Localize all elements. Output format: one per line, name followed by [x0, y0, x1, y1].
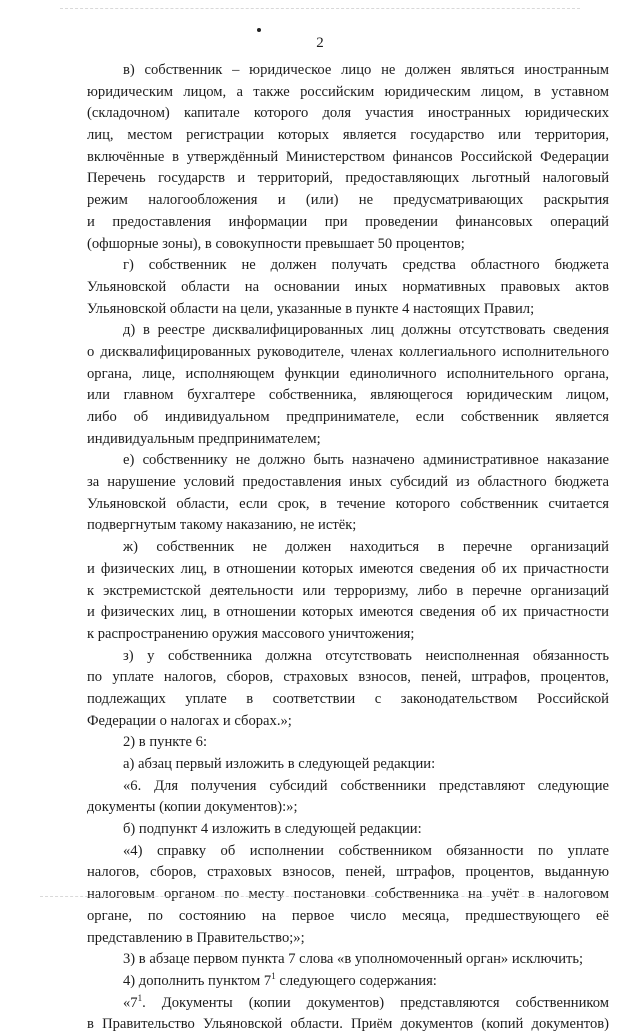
text-line: г) собственник не должен получать средства областного бюджета: [123, 257, 609, 274]
text-line: а) абзац первый изложить в следующей редакции:: [123, 756, 436, 772]
superscript: 1: [271, 971, 276, 982]
text-line: (складочном) капитале которого доля участия иностранных юридических: [87, 105, 609, 122]
text-line: налогов, сборов, страховых взносов, пеней, штрафов, процентов, выданную: [87, 864, 609, 881]
superscript: 1: [137, 992, 143, 1003]
text-line: 3) в абзаце первом пункта 7 слова «в уполномоченный орган» исключить;: [123, 951, 584, 968]
text-line: (офшорные зоны), в совокупности превышает 50 процентов;: [87, 235, 465, 252]
page-number: 2: [316, 35, 324, 51]
text-line: документы (копии документов):»;: [87, 799, 298, 816]
text-line: режим налогообложения и (или) не предусматривающих раскрытия: [87, 192, 609, 209]
text-line: к распространению оружия массового уничтожения;: [87, 625, 415, 642]
text-line: лиц, местом регистрации которых является государство или территория,: [87, 127, 609, 144]
text-line: ж) собственник не должен находиться в перечне организаций: [123, 539, 609, 556]
text-line: Ульяновской области, если срок, в течение которого собственник считается: [87, 495, 609, 512]
text-line: Перечень государств и территорий, предоставляющих льготный налоговый: [87, 170, 609, 187]
text-line: юридическим лицом, а также российским юридическим лицом, в уставном: [87, 83, 609, 100]
text-line: 4) дополнить пунктом $7^1$ следующего содержания:: [123, 971, 437, 989]
text-line: налоговым органом по месту постановки собственника на учёт в налоговом: [87, 886, 609, 903]
text-line: органе, по состоянию на первое число месяца, предшествующего её: [87, 907, 609, 924]
document-body: [87, 60, 609, 1036]
text-line: «4) справку об исполнении собственником обязанности по уплате: [123, 842, 609, 859]
text-line: включённые в утверждённый Министерством финансов Российской Федерации: [87, 148, 609, 165]
text-line: д) в реестре дисквалифицированных лиц должны отсутствовать сведения: [123, 322, 609, 339]
text-line: и предоставления информации при проведении финансовых операций: [87, 213, 609, 230]
text-line: подвергнутым такому наказанию, не истёк;: [87, 517, 357, 534]
text-line: в) собственник – юридическое лицо не должен являться иностранным: [123, 62, 609, 78]
scan-edge-bottom: [40, 896, 600, 897]
text-line: подлежащих уплате в соответствии с законодательством Российской: [87, 690, 609, 707]
text-line: б) подпункт 4 изложить в следующей редакции:: [123, 821, 422, 838]
text-line: индивидуальным предпринимателем;: [87, 430, 321, 447]
scan-edge-top: [60, 8, 580, 9]
text-line: Ульяновской области на цели, указанные в пункте 4 настоящих Правил;: [87, 300, 535, 317]
text-line: за нарушение условий предоставления иных субсидий из областного бюджета: [87, 474, 609, 491]
text-line: и физических лиц, в отношении которых имеются сведения об их причастности: [87, 604, 609, 621]
text-line: или главном бухгалтере собственника, являющегося юридическим лицом,: [87, 387, 609, 404]
text-line: з) у собственника должна отсутствовать неисполненная обязанность: [123, 647, 609, 664]
text-line: органа, лице, исполняющем функции единоличного исполнительного органа,: [87, 365, 609, 382]
text-line: к экстремистской деятельности или терроризму, либо в перечне организаций: [87, 582, 609, 599]
text-line: о дисквалифицированных руководителе, членах коллегиального исполнительного: [87, 343, 609, 360]
text-line: либо об индивидуальном предпринимателе, если собственник является: [87, 409, 609, 425]
text-line: «6. Для получения субсидий собственники представляют следующие: [123, 777, 609, 794]
text-line: в Правительство Ульяновской области. Приём документов (копий документов): [87, 1016, 609, 1033]
text-line: е) собственнику не должно быть назначено административное наказание: [123, 452, 609, 469]
text-line: и физических лиц, в отношении которых имеются сведения об их причастности: [87, 560, 609, 577]
text-line: Федерации о налогах и сборах.»;: [87, 712, 292, 729]
text-line: 2) в пункте 6:: [123, 734, 208, 751]
text-line: «$7^1$. Документы (копии документов) представляются собственником: [123, 992, 609, 1011]
text-line: Ульяновской области на основании иных нормативных правовых актов: [87, 278, 609, 295]
scan-speck: [257, 28, 261, 32]
text-line: по уплате налогов, сборов, страховых взносов, пеней, штрафов, процентов,: [87, 669, 609, 686]
text-line: представлению в Правительство;»;: [87, 929, 305, 946]
